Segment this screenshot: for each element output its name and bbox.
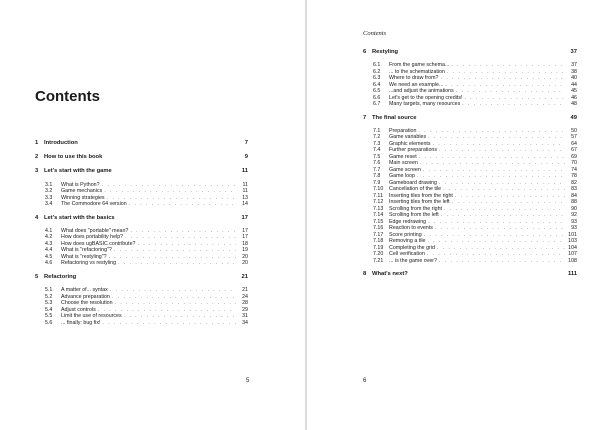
section-page: 83 (571, 186, 577, 193)
section-page: 17 (242, 227, 248, 234)
section-page: 78 (571, 173, 577, 180)
toc-chapter-entry[interactable] (363, 115, 577, 122)
section-title: Choose the resolution (61, 300, 113, 307)
section-number: 4.5 (45, 253, 53, 260)
section-title: How does ugBASIC contribute? (61, 240, 136, 247)
right-page-number: 6 (363, 378, 367, 384)
section-number: 6.7 (373, 101, 381, 108)
section-title: Cancellation of the tile (389, 186, 442, 193)
section-title: Refactoring vs restyling (61, 260, 117, 267)
section-number: 4.2 (45, 234, 53, 241)
toc-section-entry[interactable] (35, 201, 248, 208)
section-title: Game variables (389, 134, 427, 141)
left-toc (35, 140, 248, 326)
section-number: 3.4 (45, 201, 53, 208)
section-page: 31 (242, 313, 248, 320)
toc-section-entry[interactable] (35, 320, 248, 327)
chapter-number: 3 (35, 168, 39, 175)
section-number: 5.5 (45, 313, 53, 320)
section-number: 3.3 (45, 194, 53, 201)
chapter-number: 5 (35, 273, 39, 280)
section-page: 34 (242, 319, 248, 326)
section-number: 4.4 (45, 247, 53, 254)
section-number: 5.2 (45, 293, 53, 300)
running-head: Contents (363, 30, 387, 37)
toc-chapter-entry[interactable] (35, 215, 248, 222)
contents-heading: Contents (35, 88, 100, 105)
toc-chapter-entry[interactable] (363, 49, 577, 56)
chapter-title: The final source (372, 114, 417, 121)
chapter-number: 2 (35, 154, 39, 161)
chapter-page: 9 (244, 154, 248, 161)
section-title: From the game schema... (389, 62, 450, 69)
section-title: A matter of... syntax (61, 287, 108, 294)
section-page: 64 (571, 140, 577, 147)
section-page: 70 (571, 160, 577, 167)
section-page: 57 (571, 134, 577, 141)
section-title: Completing the grid (389, 244, 435, 251)
section-title: Reaction to events (389, 225, 433, 232)
section-page: 93 (571, 218, 577, 225)
section-number: 4.6 (45, 260, 53, 267)
section-number: 5.3 (45, 300, 53, 307)
section-page: 38 (571, 68, 577, 75)
section-title: How does portability help? (61, 234, 124, 241)
chapter-page: 7 (244, 140, 248, 146)
right-page (307, 0, 612, 430)
section-number: 3.1 (45, 181, 53, 188)
section-page: 103 (568, 238, 577, 245)
chapter-title: Restyling (372, 49, 399, 55)
spacer (363, 108, 577, 115)
section-page: 104 (568, 244, 577, 251)
spacer (35, 147, 248, 154)
section-page: 50 (571, 127, 577, 134)
dot-leader (118, 260, 236, 267)
section-page: 17 (242, 234, 248, 241)
section-title: Limit the use of resources (61, 313, 122, 320)
section-number: 7.2 (373, 134, 381, 141)
chapter-number: 1 (35, 140, 39, 146)
section-title: Further preparations (389, 147, 437, 154)
section-number: 3.2 (45, 188, 53, 195)
right-toc (363, 49, 577, 279)
dot-leader (102, 320, 236, 327)
chapter-page: 17 (241, 214, 248, 221)
section-page: 67 (571, 147, 577, 154)
section-number: 5.6 (45, 319, 53, 326)
toc-chapter-entry[interactable] (35, 274, 248, 281)
section-page: 108 (568, 257, 577, 264)
section-title: ... finally: bug fix! (61, 319, 101, 326)
chapter-title: Introduction (44, 140, 78, 146)
toc-chapter-entry[interactable] (35, 168, 248, 175)
chapter-page: 37 (570, 49, 577, 55)
section-number: 7.1 (373, 127, 381, 134)
left-page (0, 0, 305, 430)
chapter-title: Let's start with the basics (44, 214, 115, 221)
section-page: 24 (242, 293, 248, 300)
section-page: 28 (242, 300, 248, 307)
section-number: 5.4 (45, 306, 53, 313)
section-title: Winning strategies (61, 194, 105, 201)
section-page: 92 (571, 212, 577, 219)
section-title: ... is the game over? (389, 257, 437, 264)
section-title: Where to draw from? (389, 75, 439, 82)
section-number: 7.18 (373, 238, 384, 245)
spacer (35, 161, 248, 168)
section-number: 7.11 (373, 192, 383, 199)
section-page: 29 (242, 306, 248, 313)
chapter-number: 4 (35, 214, 39, 221)
section-title: Removing a tile (389, 238, 426, 245)
section-title: What is Python? (61, 181, 100, 188)
section-number: 7.6 (373, 160, 381, 167)
section-number: 7.9 (373, 179, 381, 186)
section-page: 20 (242, 253, 248, 260)
section-page: 93 (571, 225, 577, 232)
section-title: Edge redrawing (389, 218, 427, 225)
section-number: 6.4 (373, 81, 381, 88)
chapter-page: 49 (570, 114, 577, 121)
section-number: 7.16 (373, 225, 384, 232)
dot-leader (439, 258, 565, 265)
section-number: 6.6 (373, 94, 381, 101)
section-number: 7.17 (373, 231, 384, 238)
section-title: Game loop (389, 173, 415, 180)
section-title: We need an example... (389, 81, 444, 88)
left-page-number: 5 (246, 378, 250, 384)
section-title: Inserting tiles from the right (389, 192, 453, 199)
section-page: 101 (568, 231, 577, 238)
toc-section-entry[interactable] (363, 101, 577, 108)
section-page: 14 (242, 201, 248, 208)
section-title: Graphic elements (389, 140, 431, 147)
section-number: 7.15 (373, 218, 384, 225)
section-title: What is "restyling"? (61, 253, 107, 260)
section-page: 84 (571, 192, 577, 199)
chapter-page: 21 (241, 273, 248, 280)
section-title: Score printing (389, 231, 422, 238)
section-title: What is "refactoring"? (61, 247, 112, 254)
section-number: 7.7 (373, 166, 381, 173)
section-page: 45 (571, 88, 577, 95)
chapter-page: 111 (567, 271, 577, 278)
chapter-title: Let's start with the game (44, 168, 112, 175)
section-page: 11 (242, 188, 248, 195)
chapter-number: 6 (363, 49, 367, 55)
section-number: 7.14 (373, 212, 384, 219)
section-title: Adjust controls (61, 306, 96, 313)
section-page: 40 (571, 75, 577, 82)
chapter-number: 8 (363, 271, 367, 278)
section-page: 18 (242, 240, 248, 247)
section-title: Preparation (389, 127, 417, 134)
section-page: 44 (571, 81, 577, 88)
section-title: ... to the schematization (389, 68, 445, 75)
section-title: What does "portable" mean? (61, 227, 129, 234)
section-number: 7.12 (373, 199, 384, 206)
spacer (35, 208, 248, 215)
chapter-title: What's next? (372, 271, 408, 278)
chapter-number: 7 (363, 114, 367, 121)
section-number: 7.8 (373, 173, 381, 180)
section-number: 7.5 (373, 153, 381, 160)
section-page: 82 (571, 179, 577, 186)
spacer (35, 267, 248, 274)
section-title: ...and adjust the animations (389, 88, 454, 95)
section-title: Scrolling from the left (389, 212, 439, 219)
section-title: Gameboard drawing (389, 179, 437, 186)
section-number: 4.1 (45, 227, 53, 234)
section-page: 107 (568, 251, 577, 258)
chapter-page: 11 (241, 168, 248, 175)
dot-leader (129, 201, 236, 208)
section-number: 7.20 (373, 251, 384, 258)
section-title: Advance preparation (61, 293, 110, 300)
section-page: 74 (571, 166, 577, 173)
section-page: 13 (242, 194, 248, 201)
section-number: 7.13 (373, 205, 384, 212)
section-number: 7.4 (373, 147, 381, 154)
section-title: Game reset (389, 153, 417, 160)
toc-chapter-entry[interactable] (35, 154, 248, 161)
section-title: Inserting tiles from the left (389, 199, 450, 206)
spacer (363, 264, 577, 271)
section-title: Many targets, many resources (389, 101, 461, 108)
toc-section-entry[interactable] (35, 260, 248, 267)
chapter-title: Refactoring (44, 273, 77, 280)
section-title: The Commodore 64 version (61, 201, 127, 208)
section-page: 88 (571, 199, 577, 206)
section-page: 37 (571, 62, 577, 69)
section-page: 21 (242, 287, 248, 294)
section-title: Game mechanics (61, 188, 103, 195)
section-page: 11 (242, 181, 248, 188)
dot-leader (462, 101, 565, 108)
section-title: Let's get to the opening credits! (389, 94, 463, 101)
section-page: 20 (242, 260, 248, 267)
toc-chapter-entry[interactable] (35, 140, 248, 147)
chapter-title: How to use this book (44, 154, 103, 161)
section-page: 48 (571, 101, 577, 108)
section-page: 90 (571, 205, 577, 212)
toc-section-entry[interactable] (363, 258, 577, 265)
section-number: 5.1 (45, 287, 53, 294)
section-number: 7.10 (373, 186, 384, 193)
section-number: 6.5 (373, 88, 381, 95)
section-title: Scrolling from the right (389, 205, 442, 212)
section-page: 46 (571, 94, 577, 101)
section-number: 7.3 (373, 140, 381, 147)
toc-chapter-entry[interactable] (363, 271, 577, 278)
section-number: 4.3 (45, 240, 53, 247)
section-title: Cell verification (389, 251, 425, 258)
section-number: 7.21 (373, 257, 384, 264)
section-title: Game screen (389, 166, 421, 173)
section-page: 69 (571, 153, 577, 160)
section-number: 6.1 (373, 62, 381, 69)
section-number: 6.2 (373, 68, 381, 75)
section-number: 7.19 (373, 244, 384, 251)
section-page: 19 (242, 247, 248, 254)
section-title: Main screen (389, 160, 418, 167)
section-number: 6.3 (373, 75, 381, 82)
